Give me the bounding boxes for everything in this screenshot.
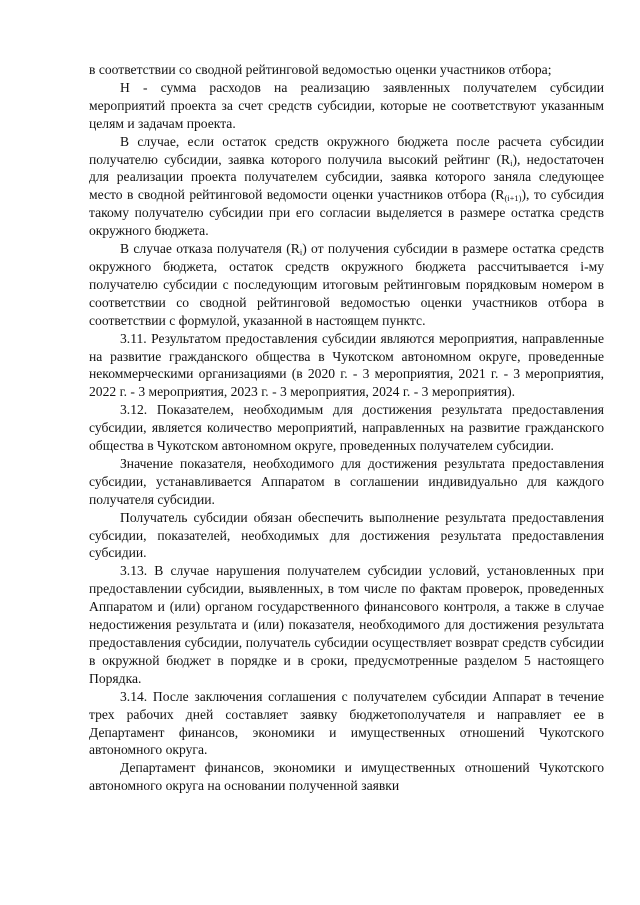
paragraph-refusal: [89, 240, 604, 330]
paragraph-3-11: 3.11. Результатом предоставления субсидии являются мероприятия, направленные на развитие гражданского общества в Чукотском автономном округе, проведенные некоммерческими организациями (в 2020 г. - 3 мероприятия, 2021 г. - 3 мероприятия, 2022 г. - 3 мероприятия, 2023 г. - 3 мероприятия, 2024 г. - 3 мероприятия).: [89, 330, 604, 400]
paragraph-indicator-value: Значение показателя, необходимого для достижения результата предоставления субсидии, устанавливается Аппаратом в соглашении индивидуально для каждого получателя субсидии.: [89, 455, 604, 507]
paragraph-h-definition: Н - сумма расходов на реализацию заявленных получателем субсидии мероприятий проекта за счет средств субсидии, которые не соответствуют указанным целям и задачам проекта.: [89, 79, 604, 131]
subscript: i: [299, 247, 303, 258]
paragraph-3-14: 3.14. После заключения соглашения с получателем субсидии Аппарат в течение трех рабочих дней составляет заявку бюджетополучателя и направляет ее в Департамент финансов, экономики и имущественных отношений Чукотского автономного округа.: [89, 688, 604, 758]
paragraph-finance-department: Департамент финансов, экономики и имущественных отношений Чукотского автономного округа на основании полученной заявки: [89, 760, 604, 794]
paragraph-3-12: 3.12. Показателем, необходимым для достижения результата предоставления субсидии, является количество мероприятий, направленных на развитие гражданского общества в Чукотском автономном округе, проведенных получателем субсидии.: [89, 402, 604, 454]
paragraph-3-13: 3.13. В случае нарушения получателем субсидии условий, установленных при предоставлении субсидии, выявленных, в том числе по фактам проверок, проведенных Аппаратом и (или) органом государственного финансового контроля, а также в случае недостижения результата и (или) показателя, необходимого для достижения результата предоставления субсидии, получатель субсидии осуществляет возврат средств субсидии в окружной бюджет в порядке и в сроки, предусмотренные разделом 5 настоящего Порядка.: [89, 563, 604, 686]
paragraph-text: ), недостаточен для реализации проекта получателем субсидии, заявка которого заняла следующее место в сводной рейтинговой ведомости оценки участников отбора (R: [89, 151, 604, 203]
paragraph-text: В случае отказа получателя (R: [120, 241, 300, 257]
paragraph-formula-continuation: в соответствии со сводной рейтинговой ведомостью оценки участников отбора;: [89, 62, 552, 77]
paragraph-text: ) от получения субсидии в размере остатка средств окружного бюджета, остаток средств окружного бюджета рассчитывается i-му получателю субсидии с последующим итоговым рейтинговым порядковым номером в соответствии со сводной рейтинговой ведомостью оценки участников отбора в соответствии с формулой, указанной в настоящем пунктс.: [89, 241, 604, 328]
paragraph-text: В случае, если остаток средств окружного бюджета после расчета субсидии получателю субсидии, заявка которого получила высокий рейтинг (R: [89, 133, 604, 167]
paragraph-recipient-obligation: Получатель субсидии обязан обеспечить выполнение результата предоставления субсидии, показателей, необходимых для достижения результата предоставления субсидии.: [89, 509, 604, 561]
subscript: i: [510, 157, 513, 168]
paragraph-remaining-budget: [89, 133, 604, 240]
paragraph-text: ), то субсидия такому получателю субсидии при его согласии выделяется в размере остатка средств окружного бюджета.: [89, 187, 605, 239]
document-body: [89, 61, 604, 795]
subscript: (i+1): [504, 193, 522, 204]
